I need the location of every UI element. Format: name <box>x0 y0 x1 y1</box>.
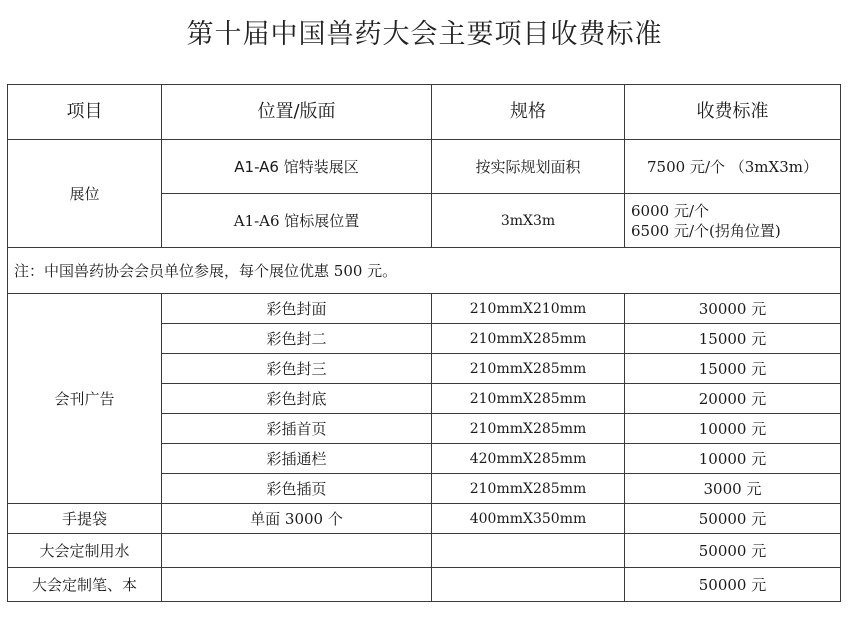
ad-price: 3000 元 <box>625 474 841 504</box>
other-position <box>162 534 432 568</box>
note-row <box>8 248 841 294</box>
ads-category: 会刊广告 <box>8 294 162 504</box>
ad-position: 彩色插页 <box>162 474 432 504</box>
header-price: 收费标准 <box>625 85 841 140</box>
ad-spec: 210mmX285mm <box>432 354 625 384</box>
booth-price-line: 6500 元/个(拐角位置) <box>631 221 781 240</box>
ad-position: 彩插通栏 <box>162 444 432 474</box>
ad-spec: 210mmX285mm <box>432 474 625 504</box>
ad-price: 15000 元 <box>625 324 841 354</box>
booth-position: A1-A6 馆特装展区 <box>162 140 432 194</box>
fee-table <box>7 84 841 602</box>
ad-position: 彩色封二 <box>162 324 432 354</box>
other-category: 大会定制笔、本 <box>8 568 162 602</box>
other-price: 50000 元 <box>625 504 841 534</box>
table-row <box>8 504 841 534</box>
other-position: 单面 3000 个 <box>162 504 432 534</box>
header-position: 位置/版面 <box>162 85 432 140</box>
booth-price <box>625 194 841 248</box>
ad-spec: 210mmX285mm <box>432 324 625 354</box>
booth-category: 展位 <box>8 140 162 248</box>
booth-price: 7500 元/个 （3mX3m） <box>625 140 841 194</box>
member-discount-note: 注：中国兽药协会会员单位参展，每个展位优惠 500 元。 <box>8 248 841 294</box>
booth-spec: 按实际规划面积 <box>432 140 625 194</box>
ad-spec: 210mmX210mm <box>432 294 625 324</box>
other-category: 大会定制用水 <box>8 534 162 568</box>
ad-price: 20000 元 <box>625 384 841 414</box>
page-title: 第十届中国兽药大会主要项目收费标准 <box>186 19 663 50</box>
ad-spec: 210mmX285mm <box>432 414 625 444</box>
ad-spec: 420mmX285mm <box>432 444 625 474</box>
ad-price: 10000 元 <box>625 444 841 474</box>
table-row <box>8 568 841 602</box>
other-position <box>162 568 432 602</box>
table-row <box>8 140 841 194</box>
ad-position: 彩色封三 <box>162 354 432 384</box>
header-spec: 规格 <box>432 85 625 140</box>
table-row <box>8 534 841 568</box>
header-item: 项目 <box>8 85 162 140</box>
ad-position: 彩插首页 <box>162 414 432 444</box>
table-row <box>8 294 841 324</box>
other-spec <box>432 534 625 568</box>
other-spec <box>432 568 625 602</box>
other-category: 手提袋 <box>8 504 162 534</box>
booth-price-line: 6000 元/个 <box>631 201 709 220</box>
ad-price: 30000 元 <box>625 294 841 324</box>
booth-position: A1-A6 馆标展位置 <box>162 194 432 248</box>
other-price: 50000 元 <box>625 568 841 602</box>
other-price: 50000 元 <box>625 534 841 568</box>
ad-price: 10000 元 <box>625 414 841 444</box>
table-header-row <box>8 85 841 140</box>
other-spec: 400mmX350mm <box>432 504 625 534</box>
ad-price: 15000 元 <box>625 354 841 384</box>
ad-spec: 210mmX285mm <box>432 384 625 414</box>
booth-spec: 3mX3m <box>432 194 625 248</box>
ad-position: 彩色封底 <box>162 384 432 414</box>
ad-position: 彩色封面 <box>162 294 432 324</box>
